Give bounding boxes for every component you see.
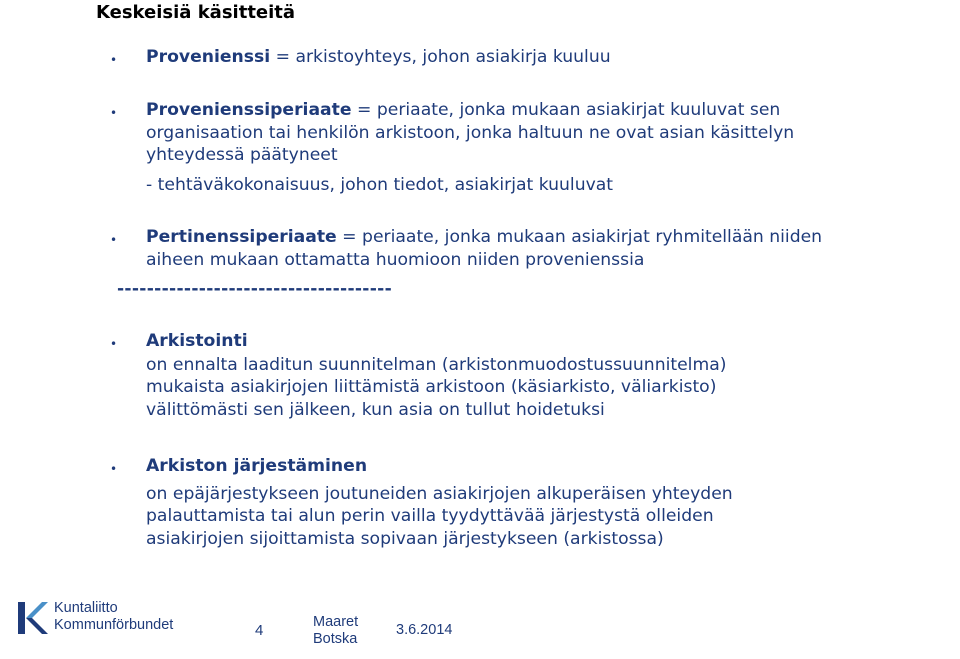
definition-text: on epäjärjestykseen joutuneiden asiakirjojen alkuperäisen yhteyden palauttamista tai alun perin vailla tyydyttävää järjestystä olleiden asiakirjojen sijoittamista sopivaan järjestykseen (arkistossa) — [146, 483, 733, 549]
definition-text: = periaate, jonka mukaan asiakirjat kuuluvat sen organisaation tai henkilön arkistoon, jonka haltuun ne ovat asian käsittelyn yhteydessä päätyneet — [146, 100, 795, 165]
author-last-name: Botska — [313, 631, 358, 647]
page-number: 4 — [255, 622, 264, 639]
footer-date: 3.6.2014 — [396, 622, 453, 638]
definition-pertinenssiperiaate — [146, 226, 836, 271]
term-label: Pertinenssiperiaate — [146, 227, 337, 247]
logo-text-kommunforbundet: Kommunförbundet — [54, 617, 174, 633]
author-first-name: Maaret — [313, 614, 359, 630]
definition-text: = arkistoyhteys, johon asiakirja kuuluu — [270, 47, 611, 67]
term-label: Arkistointi — [146, 331, 248, 351]
definition-text: = periaate, jonka mukaan asiakirjat ryhmitellään niiden aiheen mukaan ottamatta huomioon niiden provenienssia — [146, 227, 823, 270]
bullet-icon: • — [110, 106, 118, 120]
definition-text: on ennalta laaditun suunnitelman (arkistonmuodostussuunnitelma) mukaista asiakirjojen liittämistä arkistoon (käsiarkisto, väliarkisto) välittömästi sen jälkeen, kun asia on tullut hoidetuksi — [146, 354, 727, 420]
term-label: Arkiston järjestäminen — [146, 456, 368, 476]
slide-title: Keskeisiä käsitteitä — [96, 2, 296, 23]
separator-line: ------------------------------------- — [117, 279, 393, 299]
definition-arkiston-jarjestaminen — [146, 455, 866, 550]
bullet-icon: • — [110, 53, 118, 67]
slide-footer — [0, 596, 960, 659]
term-label: Provenienssiperiaate — [146, 100, 352, 120]
bullet-icon: • — [110, 462, 118, 476]
bullet-icon: • — [110, 233, 118, 247]
definition-arkistointi — [146, 330, 866, 421]
term-label: Provenienssi — [146, 47, 271, 67]
definition-provenienssi — [146, 46, 866, 69]
bullet-icon: • — [110, 337, 118, 351]
definition-note: - tehtäväkokonaisuus, johon tiedot, asiakirjat kuuluvat — [146, 175, 614, 195]
logo-text-kuntaliitto: Kuntaliitto — [54, 600, 118, 616]
definition-provenienssiperiaate — [146, 99, 846, 167]
kuntaliitto-logo-icon — [18, 600, 48, 636]
